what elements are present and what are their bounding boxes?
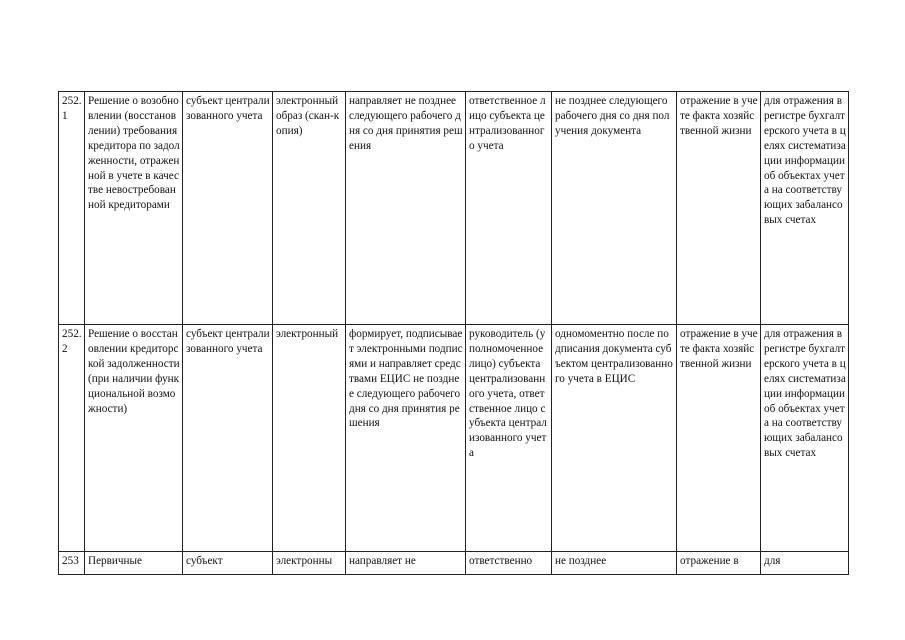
composer-cell: субъект централизованного учета [183,325,273,552]
action-cell: формирует, подписывает электронными подписями и направляет средствами ЕЦИС не позднее следующего рабочего дня со дня принятия решения [346,325,466,552]
purpose-cell: для [761,552,849,575]
document-table [58,91,849,575]
document-name-cell: Первичные [85,552,183,575]
form-cell: электронны [273,552,346,575]
deadline-cell: одномоментно после подписания документа субъектом централизованного учета в ЕЦИС [552,325,677,552]
composer-cell: субъект [183,552,273,575]
composer-cell: субъект централизованного учета [183,92,273,325]
deadline-cell: не позднее следующего рабочего дня со дня получения документа [552,92,677,325]
responsible-cell: ответственно [466,552,552,575]
form-cell: электронный [273,325,346,552]
table-row [59,552,849,575]
document-name-cell: Решение о возобновлении (восстановлении) требования кредитора по задолженности, отраженной в учете в качестве невостребованной кредиторами [85,92,183,325]
responsible-cell: ответственное лицо субъекта централизованного учета [466,92,552,325]
action-cell: направляет не позднее следующего рабочего дня со дня принятия решения [346,92,466,325]
purpose-cell: для отражения в регистре бухгалтерского учета в целях систематизации информации об объектах учета на соответствующих забалансовых счетах [761,325,849,552]
row-number-cell: 253 [59,552,85,575]
purpose-cell: для отражения в регистре бухгалтерского учета в целях систематизации информации об объектах учета на соответствующих забалансовых счетах [761,92,849,325]
action-cell: направляет не [346,552,466,575]
table-row [59,325,849,552]
table-row [59,92,849,325]
deadline-cell: не позднее [552,552,677,575]
document-name-cell: Решение о восстановлении кредиторской задолженности (при наличии функциональной возможности) [85,325,183,552]
fact-cell: отражение в учете факта хозяйственной жизни [677,92,761,325]
responsible-cell: руководитель (уполномоченное лицо) субъекта централизованного учета, ответственное лицо субъекта централизованного учета [466,325,552,552]
form-cell: электронный образ (скан-копия) [273,92,346,325]
fact-cell: отражение в учете факта хозяйственной жизни [677,325,761,552]
row-number-cell: 252.1 [59,92,85,325]
fact-cell: отражение в [677,552,761,575]
row-number-cell: 252.2 [59,325,85,552]
